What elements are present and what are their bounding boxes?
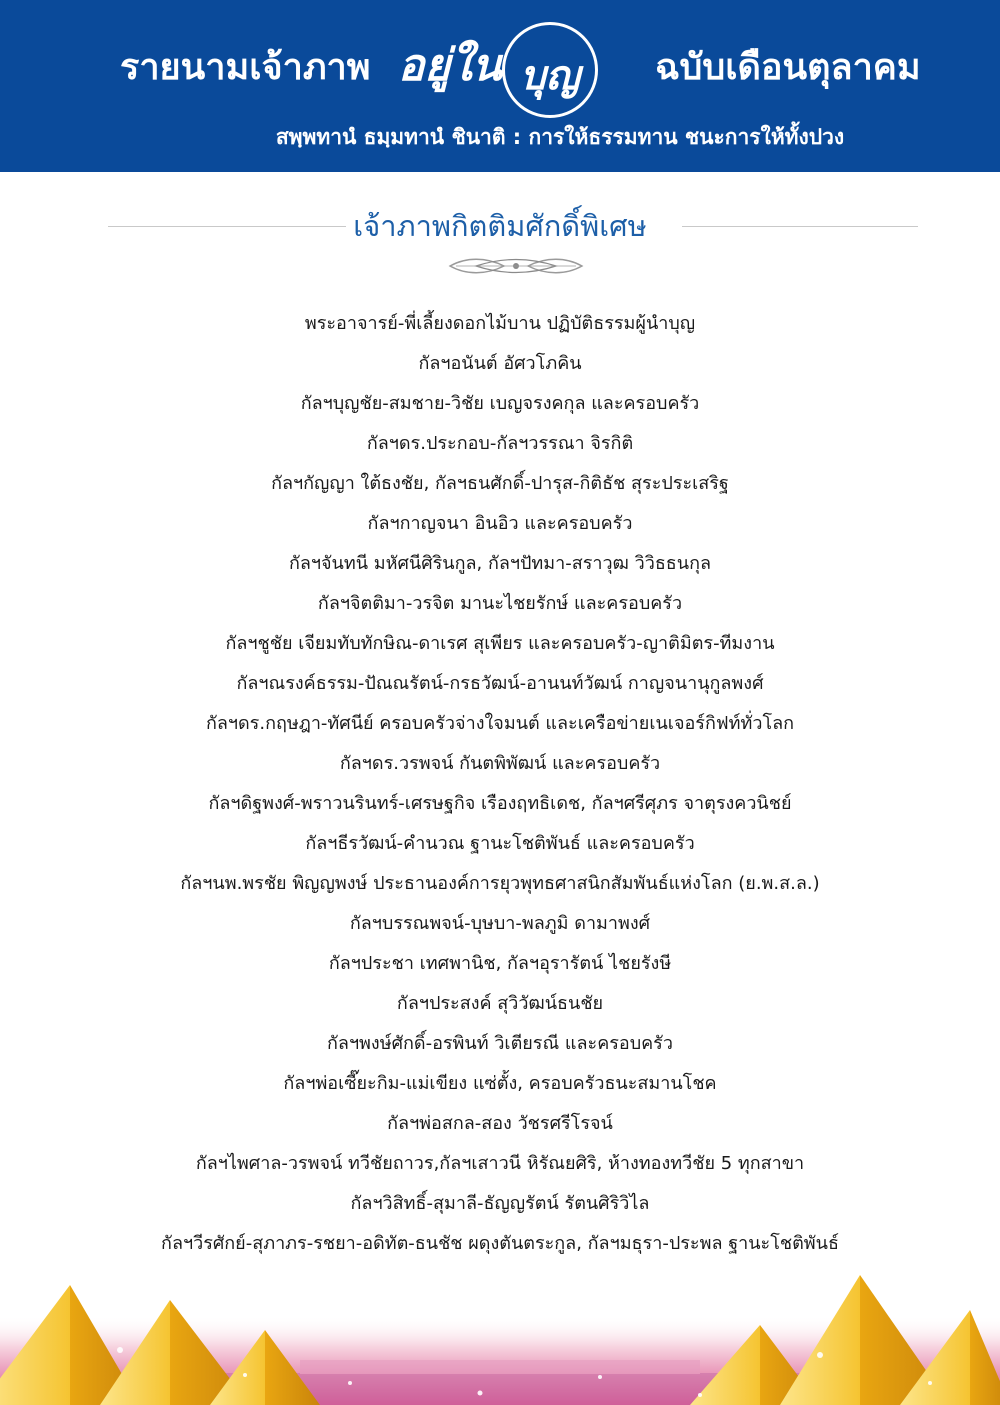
golden-pyramids-decoration [0, 1255, 1000, 1405]
header-subtitle: สพฺพทานํ ธมฺมทานํ ชินาติ : การให้ธรรมทาน ชนะการให้ทั้งปวง [275, 125, 845, 149]
donor-name-line: กัลฯพ่อสกล-สอง วัชรศรีโรจน์ [387, 1113, 613, 1134]
donor-name-line: กัลฯวีรศักย์-สุภาภร-รชยา-อดิทัต-ธนชัช ผดุงตันตระกูล, กัลฯมธุรา-ประพล ฐานะโชติพันธ์ [161, 1233, 839, 1254]
donor-name-line: กัลฯธีรวัฒน์-คำนวณ ฐานะโชติพันธ์ และครอบครัว [305, 833, 695, 854]
logo-circle-emblem [502, 22, 598, 118]
donor-name-line: กัลฯจันทนี มหัศนีศิรินกูล, กัลฯปัทมา-สราวุฒ วิวิธธนกุล [288, 553, 712, 574]
header-title-right: ฉบับเดือนตุลาคม [655, 47, 921, 88]
donor-name-line: กัลฯประชา เทศพานิช, กัลฯอุรารัตน์ ไชยรังษี [328, 953, 672, 974]
header-title-left: รายนามเจ้าภาพ [120, 47, 371, 88]
header-banner [0, 0, 1000, 172]
divider-right [682, 226, 918, 227]
donor-name-line: พระอาจารย์-พี่เลี้ยงดอกไม้บาน ปฏิบัติธรรมผู้นำบุญ [304, 313, 696, 334]
donor-name-line: กัลฯกัญญา ใต้ธงชัย, กัลฯธนศักดิ์-ปารุส-กิติธัช สุระประเสริฐ [271, 473, 729, 494]
donor-name-line: กัลฯอนันต์ อัศวโภคิน [418, 353, 582, 374]
donor-name-line: กัลฯดร.วรพจน์ กันตพิพัฒน์ และครอบครัว [339, 753, 661, 774]
donor-name-line: กัลฯไพศาล-วรพจน์ ทวีชัยถาวร,กัลฯเสาวนี หิรัณยศิริ, ห้างทองทวีชัย 5 ทุกสาขา [195, 1153, 805, 1174]
donor-name-line: กัลฯพ่อเซี๊ยะกิม-แม่เขียง แซ่ตั้ง, ครอบครัวธนะสมานโชค [283, 1073, 717, 1094]
donor-name-line: กัลฯดิฐพงศ์-พราวนรินทร์-เศรษฐกิจ เรืองฤทธิเดช, กัลฯศรีศุภร จาตุรงควนิชย์ [208, 793, 792, 814]
donor-name-line: กัลฯบุญชัย-สมชาย-วิชัย เบญจรงคกุล และครอบครัว [300, 393, 700, 414]
logo-script-text: อยู่ใน [398, 40, 502, 91]
donor-name-line: กัลฯนพ.พรชัย พิญญพงษ์ ประธานองค์การยุวพุทธศาสนิกสัมพันธ์แห่งโลก (ย.พ.ส.ล.) [180, 873, 820, 894]
donor-name-line: กัลฯณรงค์ธรรม-ปัณณรัตน์-กรธวัฒน์-อานนท์วัฒน์ กาญจนานุกูลพงศ์ [236, 673, 764, 694]
flourish-ornament-icon [446, 255, 586, 277]
donor-name-line: กัลฯชูชัย เจียมทับทักษิณ-ดาเรศ สุเพียร และครอบครัว-ญาติมิตร-ทีมงาน [225, 633, 775, 654]
donor-name-line: กัลฯจิตติมา-วรจิต มานะไชยรักษ์ และครอบครัว [317, 593, 683, 614]
donor-name-list [0, 304, 1000, 1264]
donor-name-line: กัลฯกาญจนา อินอิว และครอบครัว [367, 513, 633, 534]
logo-circle-text: บุญ [520, 52, 580, 99]
donor-name-line: กัลฯพงษ์ศักดิ์-อรพินท์ วิเตียรณี และครอบครัว [327, 1033, 673, 1054]
donor-name-line: กัลฯวิสิทธิ์-สุมาลี-ธัญญรัตน์ รัตนศิริวิไล [350, 1193, 650, 1214]
section-title: เจ้าภาพกิตติมศักดิ์พิเศษ [353, 209, 647, 243]
donor-name-line: กัลฯดร.กฤษฎา-ทัศนีย์ ครอบครัวจ่างใจมนต์ และเครือข่ายเนเจอร์กิฟท์ทั่วโลก [205, 713, 795, 734]
donor-name-line: กัลฯประสงค์ สุวิวัฒน์ธนชัย [396, 993, 604, 1014]
donor-name-line: กัลฯดร.ประกอบ-กัลฯวรรณา จิรกิติ [366, 433, 634, 454]
donor-name-line: กัลฯบรรณพจน์-บุษบา-พลภูมิ ดามาพงศ์ [349, 913, 651, 934]
